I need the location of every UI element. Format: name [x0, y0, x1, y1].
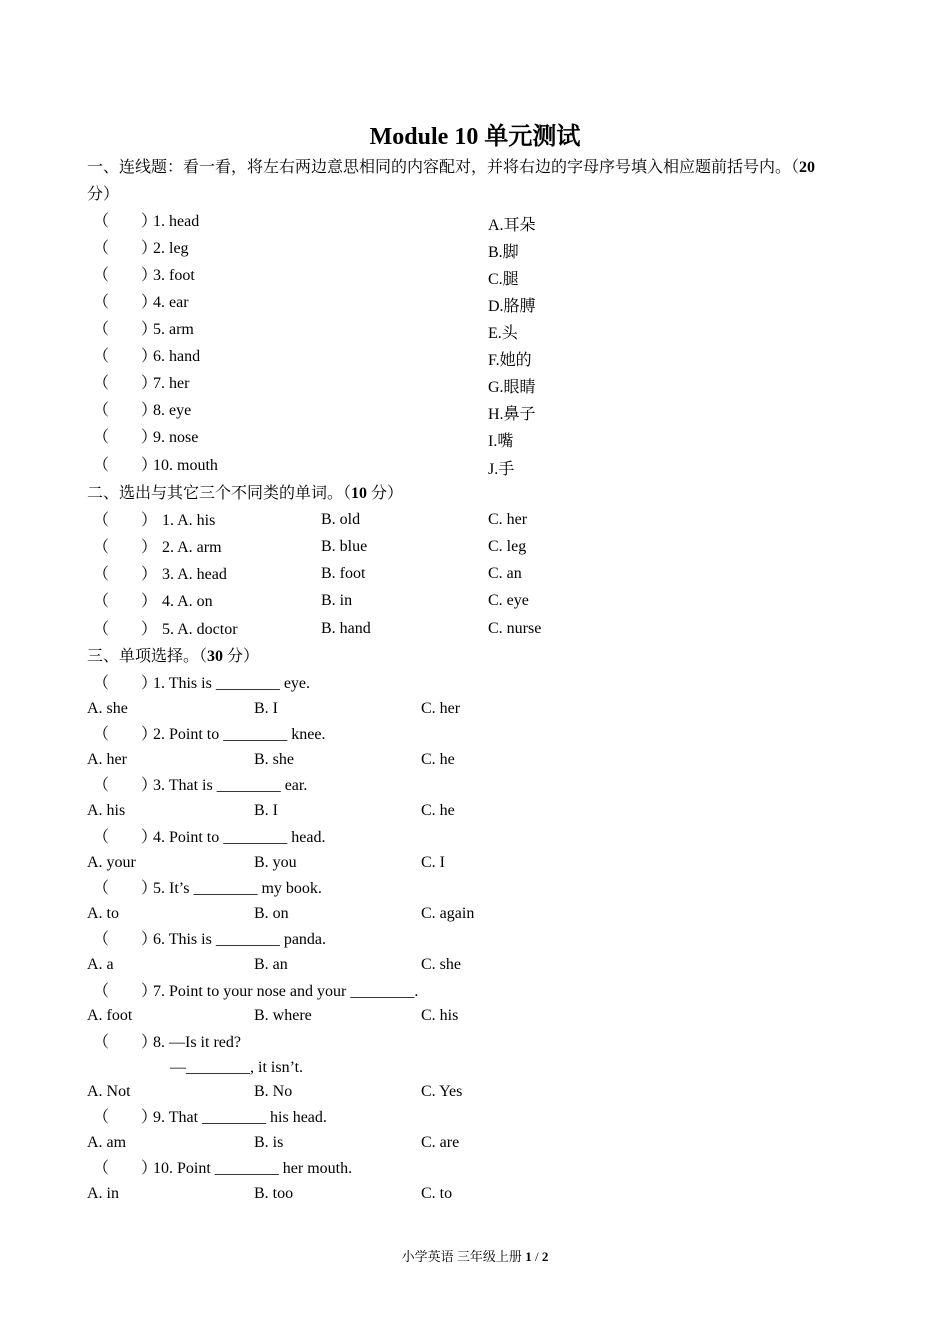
- option-b: B. in: [321, 592, 353, 609]
- question-text-reply: —________, it isn’t.: [170, 1059, 304, 1076]
- option-c: C. her: [421, 700, 461, 717]
- option-c: C. she: [421, 956, 461, 973]
- option-b: B. she: [254, 751, 294, 768]
- match-left-item: 6. hand: [153, 348, 201, 365]
- answer-paren: （ ）: [93, 777, 158, 794]
- answer-paren: （ ）: [93, 402, 158, 419]
- question-text: 7. Point to your nose and your ________.: [153, 983, 419, 1000]
- option-a: A. his: [87, 802, 126, 819]
- option-b: B. too: [254, 1185, 294, 1202]
- section1-score: 20: [799, 159, 816, 176]
- option-a: 5. A. doctor: [162, 621, 238, 638]
- option-b: B. where: [254, 1007, 312, 1024]
- option-c: C. are: [421, 1134, 460, 1151]
- match-right-item: H.鼻子: [488, 406, 536, 423]
- match-left-item: 8. eye: [153, 402, 192, 419]
- option-b: B. is: [254, 1134, 284, 1151]
- answer-paren: （ ）: [93, 213, 158, 230]
- option-a: A. your: [87, 854, 136, 871]
- option-a: A. in: [87, 1185, 119, 1202]
- answer-paren: （ ）: [93, 880, 158, 897]
- answer-paren: （ ）: [93, 621, 158, 638]
- option-a: 3. A. head: [162, 566, 227, 583]
- answer-paren: （ ）: [93, 457, 158, 474]
- option-b: B. No: [254, 1083, 293, 1100]
- section2-heading-text: 二、选出与其它三个不同类的单词。（: [87, 485, 352, 502]
- question-text: 9. That ________ his head.: [153, 1109, 327, 1126]
- answer-paren: （ ）: [93, 240, 158, 257]
- section2-score: 10: [351, 485, 368, 502]
- question-text: 8. —Is it red?: [153, 1034, 241, 1051]
- match-left-item: 7. her: [153, 375, 190, 392]
- answer-paren: （ ）: [93, 983, 158, 1000]
- answer-paren: （ ）: [93, 675, 158, 692]
- match-right-item: B.脚: [488, 244, 519, 261]
- option-a: A. foot: [87, 1007, 133, 1024]
- option-a: 4. A. on: [162, 593, 213, 610]
- option-b: B. I: [254, 700, 278, 717]
- question-text: 3. That is ________ ear.: [153, 777, 308, 794]
- answer-paren: （ ）: [93, 726, 158, 743]
- footer-page: 1: [525, 1249, 532, 1264]
- footer-total: 2: [541, 1249, 549, 1264]
- match-right-item: F.她的: [488, 352, 532, 369]
- section2-heading: [87, 484, 403, 504]
- option-a: A. am: [87, 1134, 127, 1151]
- section3-heading: [87, 647, 259, 667]
- match-right-item: E.头: [488, 325, 518, 342]
- match-left-item: 5. arm: [153, 321, 194, 338]
- answer-paren: （ ）: [93, 321, 158, 338]
- option-a: 1. A. his: [162, 512, 216, 529]
- answer-paren: （ ）: [93, 1109, 158, 1126]
- section2-heading-end: 分）: [367, 485, 404, 502]
- option-a: A. to: [87, 905, 119, 922]
- section3-heading-text: 三、单项选择。（: [87, 648, 208, 665]
- answer-paren: （ ）: [93, 539, 158, 556]
- option-c: C. to: [421, 1185, 453, 1202]
- match-right-item: G.眼睛: [488, 379, 536, 396]
- option-a: A. her: [87, 751, 127, 768]
- option-b: B. I: [254, 802, 278, 819]
- option-c: C. eye: [488, 592, 529, 609]
- section3-score: 30: [207, 648, 224, 665]
- option-b: B. an: [254, 956, 288, 973]
- page-footer: [0, 1246, 950, 1265]
- option-a: A. she: [87, 700, 128, 717]
- option-b: B. on: [254, 905, 289, 922]
- match-right-item: J.手: [488, 461, 515, 478]
- footer-sep: /: [531, 1249, 542, 1264]
- option-a: A. Not: [87, 1083, 131, 1100]
- match-left-item: 1. head: [153, 213, 200, 230]
- option-c: C. nurse: [488, 620, 542, 637]
- option-c: C. her: [488, 511, 528, 528]
- page-title: Module 10 单元测试: [369, 124, 581, 150]
- match-left-item: 9. nose: [153, 429, 199, 446]
- answer-paren: （ ）: [93, 294, 158, 311]
- match-left-item: 3. foot: [153, 267, 195, 284]
- match-right-item: C.腿: [488, 271, 519, 288]
- match-left-item: 4. ear: [153, 294, 189, 311]
- question-text: 4. Point to ________ head.: [153, 829, 326, 846]
- option-c: C. I: [421, 854, 445, 871]
- option-c: C. Yes: [421, 1083, 463, 1100]
- answer-paren: （ ）: [93, 512, 158, 529]
- option-c: C. leg: [488, 538, 527, 555]
- question-text: 6. This is ________ panda.: [153, 931, 327, 948]
- match-left-item: 10. mouth: [153, 457, 218, 474]
- option-c: C. he: [421, 802, 455, 819]
- answer-paren: （ ）: [93, 375, 158, 392]
- question-text: 10. Point ________ her mouth.: [153, 1160, 353, 1177]
- answer-paren: （ ）: [93, 1034, 158, 1051]
- option-b: B. hand: [321, 620, 371, 637]
- answer-paren: （ ）: [93, 348, 158, 365]
- option-c: C. his: [421, 1007, 459, 1024]
- option-c: C. again: [421, 905, 475, 922]
- section1-heading-text: 一、连线题：看一看，将左右两边意思相同的内容配对，并将右边的字母序号填入相应题前括号内。（: [87, 159, 800, 176]
- answer-paren: （ ）: [93, 267, 158, 284]
- match-right-item: D.胳膊: [488, 298, 536, 315]
- section1-heading: [87, 158, 815, 178]
- answer-paren: （ ）: [93, 566, 158, 583]
- answer-paren: （ ）: [93, 1160, 158, 1177]
- answer-paren: （ ）: [93, 931, 158, 948]
- option-b: B. you: [254, 854, 297, 871]
- match-right-item: I.嘴: [488, 433, 514, 450]
- match-left-item: 2. leg: [153, 240, 189, 257]
- option-a: 2. A. arm: [162, 539, 222, 556]
- answer-paren: （ ）: [93, 429, 158, 446]
- question-text: 2. Point to ________ knee.: [153, 726, 326, 743]
- option-a: A. a: [87, 956, 114, 973]
- footer-text: 小学英语 三年级上册: [401, 1249, 526, 1264]
- option-b: B. foot: [321, 565, 366, 582]
- option-b: B. blue: [321, 538, 368, 555]
- question-text: 1. This is ________ eye.: [153, 675, 311, 692]
- match-right-item: A.耳朵: [488, 217, 536, 234]
- option-c: C. an: [488, 565, 522, 582]
- option-c: C. he: [421, 751, 455, 768]
- option-b: B. old: [321, 511, 361, 528]
- question-text: 5. It’s ________ my book.: [153, 880, 322, 897]
- section3-heading-end: 分）: [223, 648, 260, 665]
- section1-heading-cont: 分）: [87, 186, 120, 203]
- answer-paren: （ ）: [93, 593, 158, 610]
- answer-paren: （ ）: [93, 829, 158, 846]
